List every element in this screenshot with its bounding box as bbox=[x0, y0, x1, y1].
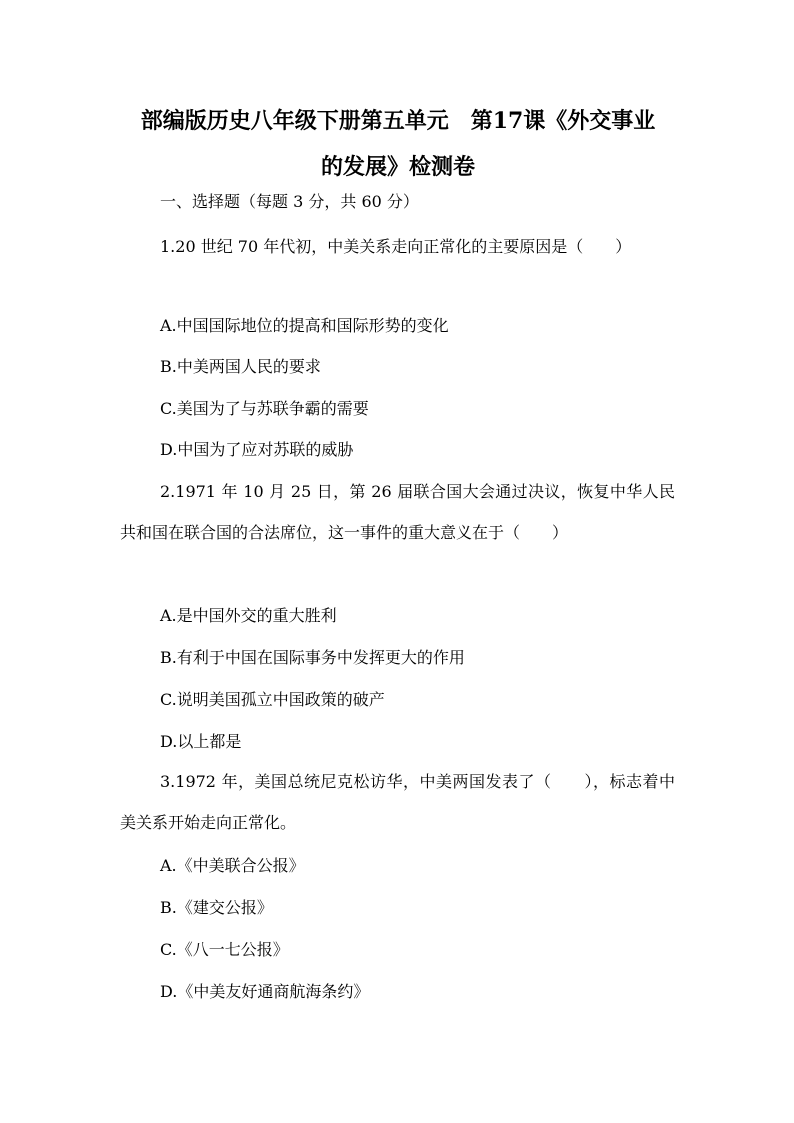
question-3-option-c: C.《八一七公报》 bbox=[160, 940, 289, 959]
question-2-option-c: C.说明美国孤立中国政策的破产 bbox=[160, 690, 385, 709]
question-3-option-b: B.《建交公报》 bbox=[160, 898, 273, 917]
title-line-1: 部编版历史八年级下册第五单元 第17课《外交事业 bbox=[140, 108, 656, 134]
question-3-stem: 3.1972 年，美国总统尼克松访华，中美两国发表了（ ），标志着中美关系开始走向正常化。 bbox=[120, 772, 675, 832]
question-1-option-d: D.中国为了应对苏联的威胁 bbox=[160, 440, 354, 459]
title-line-2: 的发展》检测卷 bbox=[320, 154, 475, 180]
question-1-option-c: C.美国为了与苏联争霸的需要 bbox=[160, 399, 369, 418]
document-title bbox=[118, 98, 678, 190]
question-1-option-b: B.中美两国人民的要求 bbox=[160, 357, 321, 376]
question-2-option-d: D.以上都是 bbox=[160, 732, 242, 751]
section-heading: 一、选择题（每题 3 分，共 60 分） bbox=[160, 192, 419, 211]
question-2-option-a: A.是中国外交的重大胜利 bbox=[160, 606, 337, 625]
question-2-option-b: B.有利于中国在国际事务中发挥更大的作用 bbox=[160, 648, 465, 667]
question-1-stem: 1.20 世纪 70 年代初，中美关系走向正常化的主要原因是（ ） bbox=[160, 237, 632, 256]
question-3-option-d: D.《中美友好通商航海条约》 bbox=[160, 982, 370, 1001]
question-3-option-a: A.《中美联合公报》 bbox=[160, 856, 305, 875]
question-1-option-a: A.中国国际地位的提高和国际形势的变化 bbox=[160, 316, 449, 335]
question-2-stem: 2.1971 年 10 月 25 日，第 26 届联合国大会通过决议，恢复中华人民共和国在联合国的合法席位，这一事件的重大意义在于（ ） bbox=[120, 482, 675, 542]
